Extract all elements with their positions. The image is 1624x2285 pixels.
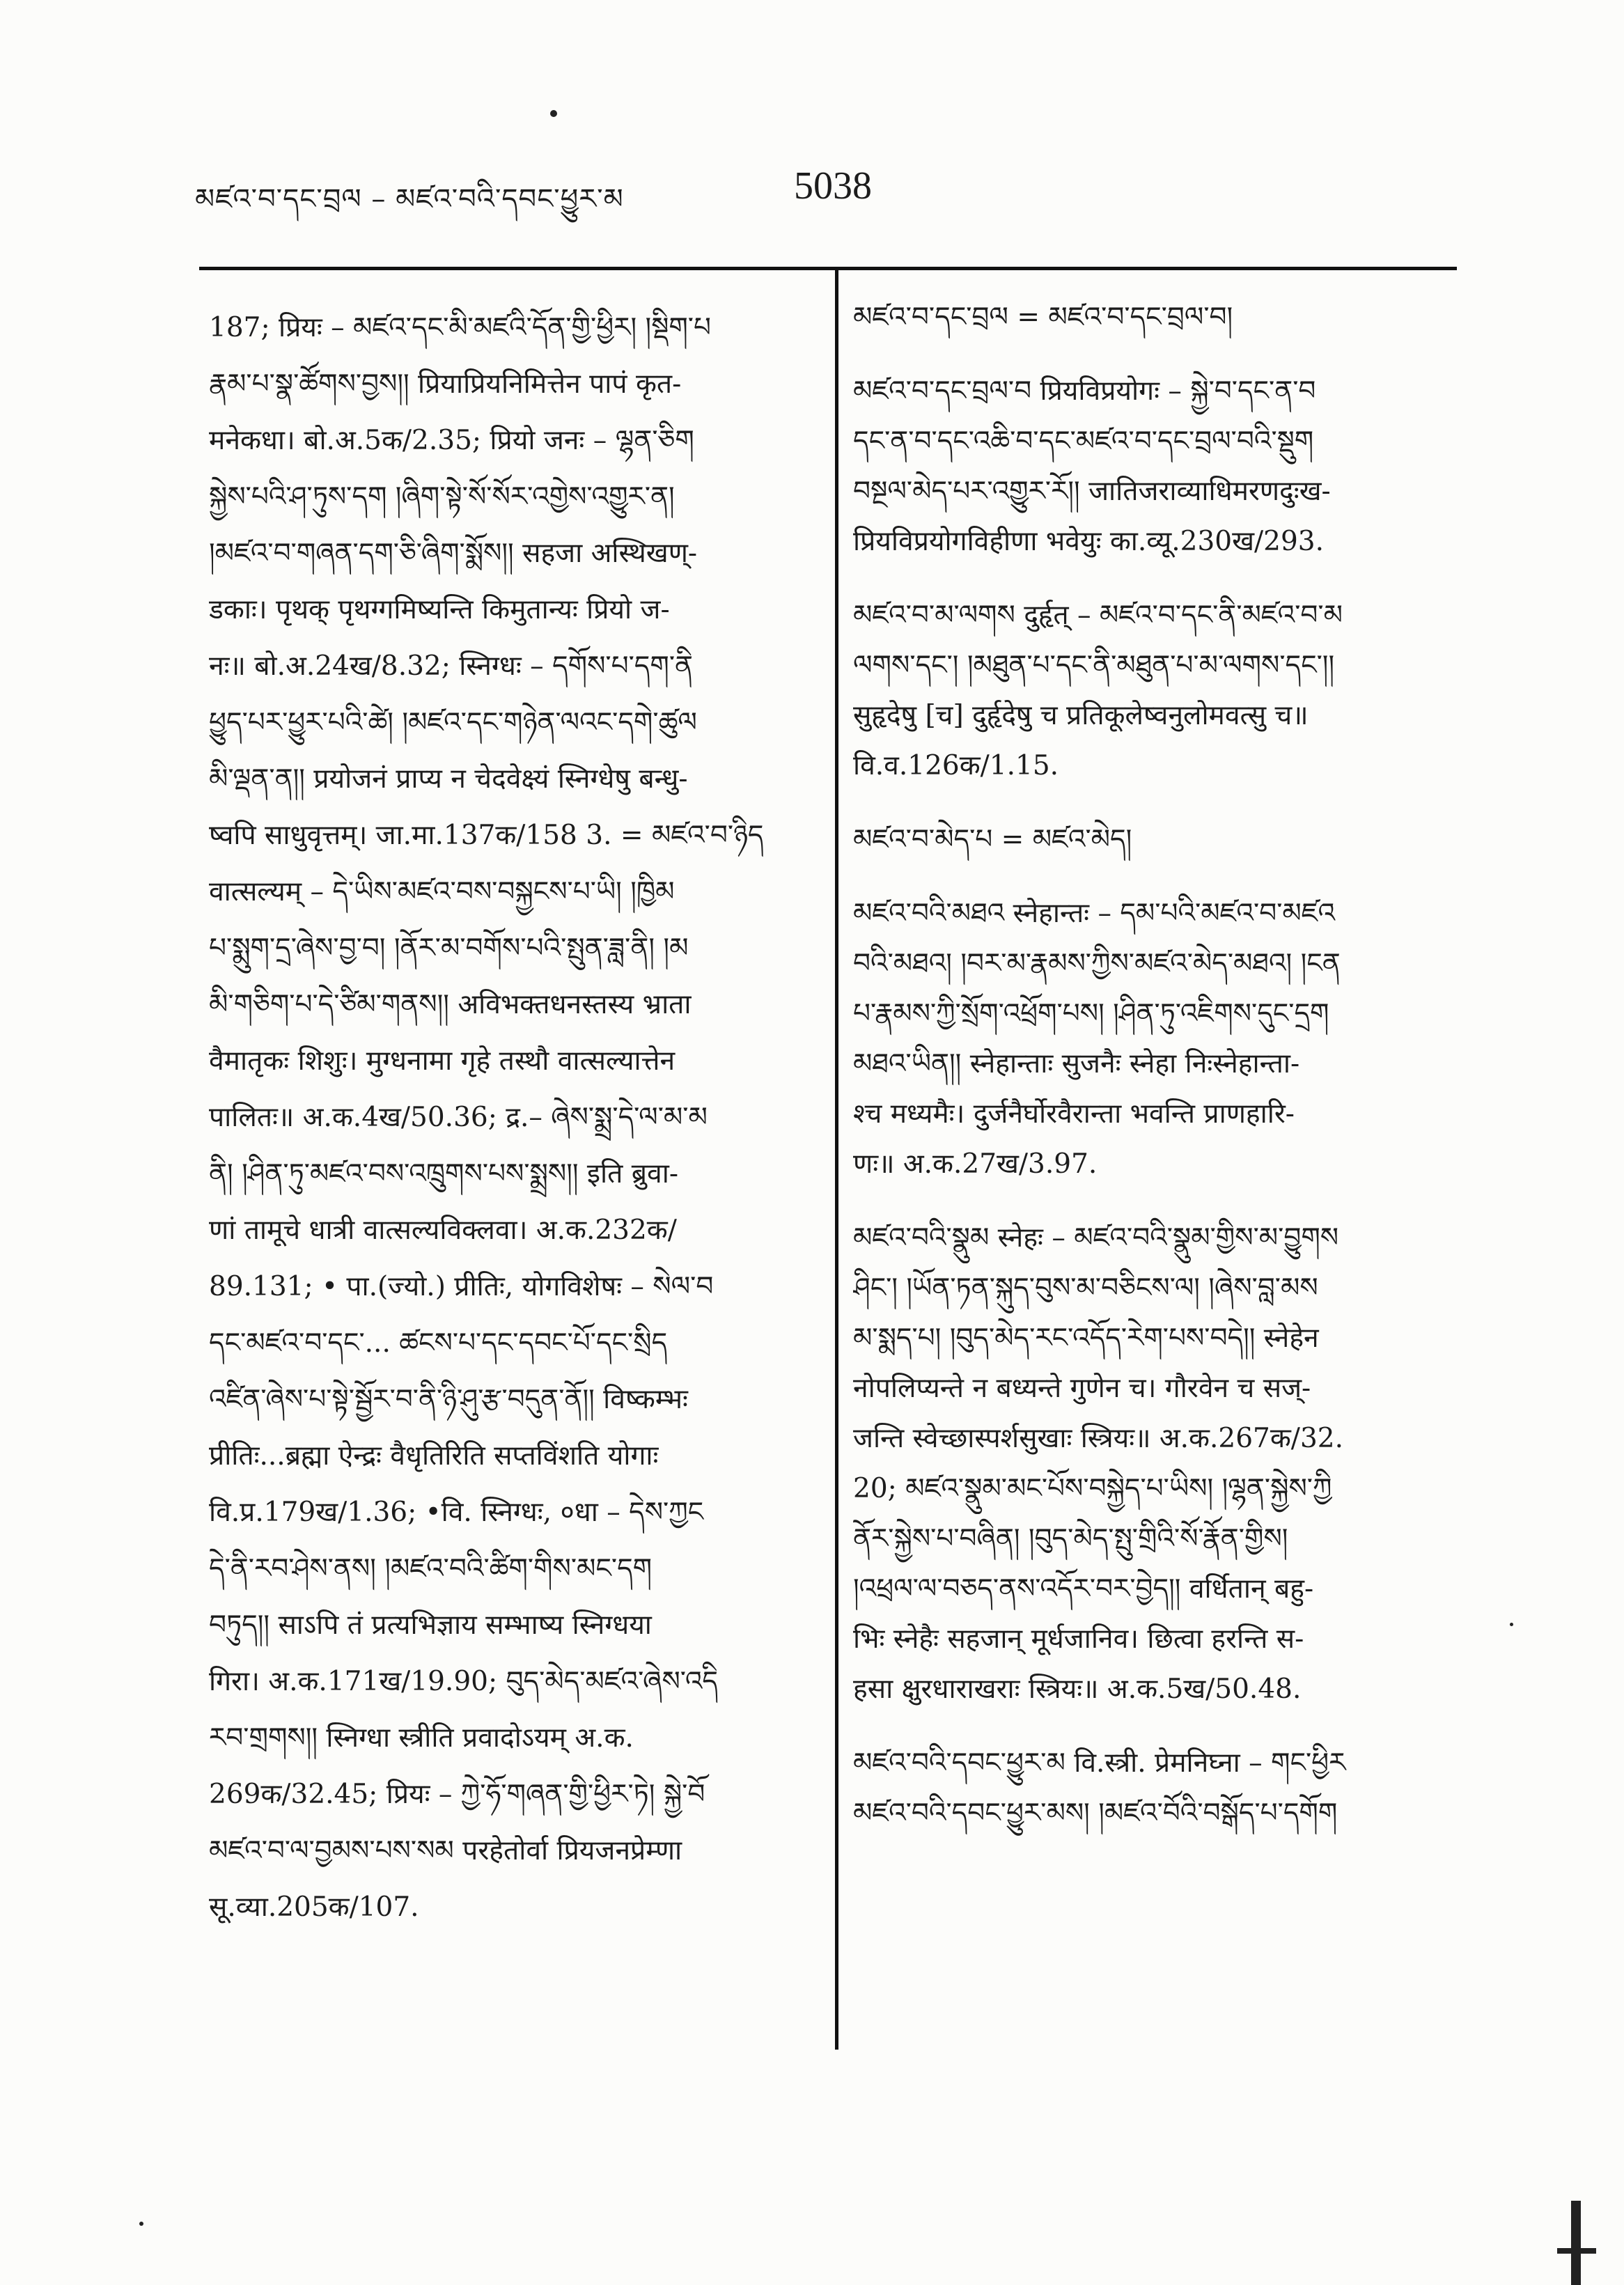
page-number: 5038 bbox=[794, 164, 872, 208]
entry-gap bbox=[853, 1715, 1445, 1738]
text-line: མཐའ་ཡིན།། स्नेहान्ताः सुजनैः स्नेहा निःस्नेहान्ता- bbox=[853, 1048, 1300, 1079]
text-line: བའི་མཐའ། །བར་མ་རྣམས་ཀྱིས་མཛའ་མེད་མཐའ། །ངན bbox=[853, 948, 1341, 979]
text-line: णः॥ अ.क.27ख/3.97. bbox=[853, 1148, 1098, 1180]
print-speck bbox=[139, 2222, 143, 2226]
entry-gap bbox=[853, 791, 1445, 815]
entry-headword-line: མཛའ་བ་མ་ལགས दुर्हृत् – མཛའ་བ་དང་ནི་མཛའ་བ་མ bbox=[853, 600, 1343, 631]
entry-gap bbox=[853, 567, 1445, 591]
text-line: ནོར་སྐྱེས་པ་བཞིན། །བུད་མེད་སྤུ་གྲིའི་སོ་རྣོན་གྱིས། bbox=[853, 1523, 1288, 1554]
text-line: བསྔལ་མེད་པར་འགྱུར་རོ།། जातिजराव्याधिमरणदुःख- bbox=[853, 476, 1331, 507]
text-line: णां तामूचे धात्री वात्सल्यविक्लवा। अ.क.232क/ bbox=[209, 1215, 677, 1246]
text-line: डकाः। पृथक् पृथग्गमिष्यन्ति किमुतान्यः प्रियो ज- bbox=[209, 594, 670, 625]
text-line: पालितः॥ अ.क.4ख/50.36; द्र.– ཞེས་སྨྲ་དེ་ལ་མ་མ bbox=[209, 1102, 708, 1133]
text-line: འཛིན་ཞེས་པ་སྟེ་སྦྱོར་བ་ནི་ཉི་ཤུ་རྩ་བདུན་ནོ།། विष्कम्भः bbox=[209, 1384, 688, 1415]
text-line: མཛའ་བ་ལ་བྱམས་པས་སམ परहेतोर्वा प्रियजनप्रेम्णा bbox=[209, 1835, 682, 1866]
dictionary-entry bbox=[853, 591, 1445, 791]
text-line: ཤིང་། །ཡོན་ཏན་སྐུད་བུས་མ་བཅིངས་ལ། །ཞེས་བླ་མས bbox=[853, 1272, 1318, 1304]
right-column bbox=[853, 293, 1445, 1839]
entry-gap bbox=[853, 343, 1445, 366]
text-line: सू.व्या.205क/107. bbox=[209, 1892, 419, 1923]
dictionary-entry bbox=[853, 815, 1445, 865]
text-line: ནི། །ཤིན་ཏུ་མཛའ་བས་འཁྲུགས་པས་སྨྲས།། इति ब्रुवा- bbox=[209, 1158, 679, 1190]
text-line: མ་སྨད་པ། །བུད་མེད་རང་འདོད་རེག་པས་བདེ།། स्नेहेन bbox=[853, 1323, 1319, 1354]
text-line: हसा क्षुरधाराखराः स्त्रियः॥ अ.क.5ख/50.48. bbox=[853, 1674, 1302, 1705]
text-line: मनेकधा। बो.अ.5क/2.35; प्रियो जनः – ལྷན་ཅིག bbox=[209, 425, 694, 456]
text-line: མི་གཅིག་པ་དེ་ཙིམ་གནས།། अविभक्तधनस्तस्य भ्राता bbox=[209, 989, 692, 1020]
entry-gap bbox=[853, 1190, 1445, 1213]
header-rule bbox=[199, 267, 1457, 270]
text-line: 20; མཛའ་སྣུམ་མང་པོས་བསྐྱེད་པ་ཡིས། །ལྷན་སྐྱེས་ཀྱི bbox=[853, 1473, 1332, 1504]
text-line: वि.प्र.179ख/1.36; •वि. स्निग्धः, ०धा – དེས་ཀྱང bbox=[209, 1497, 704, 1528]
text-line: ཕྱུད་པར་ཕྱུར་པའི་ཚེ། །མཛའ་དང་གཉེན་ལའང་དགེ་ཚུལ bbox=[209, 707, 697, 738]
text-line: །མཛའ་བ་གཞན་དག་ཅི་ཞིག་སྨོས།། सहजा अस्थिखण्- bbox=[209, 538, 698, 569]
text-line: भिः स्नेहैः सहजान् मूर्धजानिव। छित्वा हरन्ति स- bbox=[853, 1623, 1304, 1655]
left-column bbox=[209, 299, 794, 1935]
text-line: वि.व.126क/1.15. bbox=[853, 750, 1059, 781]
text-line: 187; प्रियः – མཛའ་དང་མི་མཛའི་དོན་གྱི་ཕྱིར། །སྡིག་པ bbox=[209, 312, 711, 343]
text-line: 269क/32.45; प्रियः – ཀྱེ་ཧོ་གཞན་གྱི་ཕྱིར་ཏེ། སྐྱེ་བོ bbox=[209, 1779, 705, 1810]
text-line: མཛའ་བའི་དབང་ཕྱུར་མས། །མཛའ་བོའི་བསྒོད་པ་དགོག bbox=[853, 1797, 1338, 1829]
entry-headword-line: མཛའ་བ་དང་བྲལ་བ प्रियविप्रयोगः – སྐྱེ་བ་དང་ན་བ bbox=[853, 375, 1316, 407]
text-line: प्रीतिः...ब्रह्मा ऐन्द्रः वैधृतिरिति सप्तविंशति योगाः bbox=[209, 1440, 659, 1472]
text-line: सुहृदेषु [च] दुर्हृदेषु च प्रतिकूलेष्वनुलोमवत्सु च॥ bbox=[853, 700, 1309, 731]
text-line: जन्ति स्वेच्छास्पर्शसुखाः स्त्रियः॥ अ.क.267क/32. bbox=[853, 1423, 1343, 1454]
entry-headword-line: མཛའ་བ་མེད་པ = མཛའ་མེད། bbox=[853, 824, 1132, 855]
text-line: नोपलिप्यन्ते न बध्यन्ते गुणेन च। गौरवेन च सज्- bbox=[853, 1373, 1311, 1404]
dictionary-entry bbox=[853, 366, 1445, 567]
column-divider bbox=[835, 267, 838, 2050]
dictionary-entry bbox=[853, 889, 1445, 1190]
text-line: वात्सल्यम् – དེ་ཡིས་མཛའ་བས་བསྐྱངས་པ་ཡི། །ཁྱིམ bbox=[209, 876, 675, 907]
text-line: རབ་གྲགས།། स्निग्धा स्त्रीति प्रवादोऽयम् अ.क. bbox=[209, 1722, 634, 1754]
entry-gap bbox=[853, 865, 1445, 889]
text-line: དེ་ནི་རབ་ཤེས་ནས། །མཛའ་བའི་ཚིག་གིས་མང་དག bbox=[209, 1553, 653, 1584]
entry-headword-line: མཛའ་བའི་མཐའ स्नेहान्तः – དམ་པའི་མཛའ་བ་མཛའ bbox=[853, 898, 1336, 929]
entry-headword-line: མཛའ་བའི་སྣུམ स्नेहः – མཛའ་བའི་སྣུམ་གྱིས་མ་བྱུགས bbox=[853, 1222, 1339, 1254]
text-line: དང་ན་བ་དང་འཆི་བ་དང་མཛའ་བ་དང་བྲལ་བའི་སྡུག bbox=[853, 426, 1314, 457]
text-line: ष्वपि साधुवृत्तम्। जा.मा.137क/158 3. = མཛའ་བ་ཉིད bbox=[209, 820, 764, 851]
dictionary-entry bbox=[853, 1738, 1445, 1839]
text-line: वैमातृकः शिशुः। मुग्धनामा गृहे तस्थौ वात्सल्यात्तेन bbox=[209, 1045, 676, 1077]
text-line: ལགས་དང་། །མཐུན་པ་དང་ནི་མཐུན་པ་མ་ལགས་དང་།། bbox=[853, 650, 1335, 681]
entry-headword-line: མཛའ་བ་དང་བྲལ = མཛའ་བ་དང་བྲལ་བ། bbox=[853, 302, 1233, 333]
text-line: རྣམ་པ་སྣ་ཚོགས་བྱས།། प्रियाप्रियनिमित्तेन पापं कृत- bbox=[209, 368, 682, 400]
text-line: བཏུད།། साऽपि तं प्रत्यभिज्ञाय सम्भाष्य स्निग्धया bbox=[209, 1609, 652, 1641]
print-speck bbox=[1510, 1623, 1513, 1626]
text-line: པ་རྣམས་ཀྱི་སྲོག་འཕྲོག་པས། །ཤིན་ཏུ་འཇིགས་དུང་དྲག bbox=[853, 998, 1329, 1029]
running-header: མཛའ་བ་དང་བྲལ – མཛའ་བའི་དབང་ཕྱུར་མ bbox=[195, 183, 624, 215]
print-speck bbox=[550, 110, 557, 117]
text-line: མི་ལྡན་ན།། प्रयोजनं प्राप्य न चेदवेक्ष्यं स्निग्धेषु बन्धु- bbox=[209, 763, 688, 795]
entry-headword-line: མཛའ་བའི་དབང་ཕྱུར་མ वि.स्त्री. प्रेमनिघ्ना – གང་ཕྱིར bbox=[853, 1747, 1346, 1779]
text-line: नः॥ बो.अ.24ख/8.32; स्निग्धः – དགོས་པ་དག་ནི bbox=[209, 650, 694, 682]
dictionary-entry bbox=[853, 1213, 1445, 1715]
text-line: དང་མཛའ་བ་དང་... ཚངས་པ་དང་དབང་པོ་དང་སྲིད bbox=[209, 1327, 668, 1359]
text-line: སྐྱེས་པའི་ཤ་ཏུས་དག །ཞིག་སྟེ་སོ་སོར་འགྱེས་འགྱུར་ན། bbox=[209, 481, 675, 513]
text-line: །འཕྲལ་ལ་བཅད་ནས་འདོར་བར་བྱེད།། वर्धितान् बहु- bbox=[853, 1573, 1314, 1605]
text-line: 89.131; • पा.(ज्यो.) प्रीतिः, योगविशेषः – སེལ་བ bbox=[209, 1271, 714, 1302]
margin-mark-base bbox=[1557, 2248, 1596, 2254]
text-line: प्रियविप्रयोगविहीणा भवेयुः का.व्यू.230ख/293. bbox=[853, 526, 1324, 557]
text-line: गिरा। अ.क.171ख/19.90; བུད་མེད་མཛའ་ཞེས་འདི bbox=[209, 1666, 718, 1697]
text-line: པ་སྨུག་དྲ་ཞེས་བྱ་བ། །ནོར་མ་བགོས་པའི་སྤུན་ཟླ་ནི། །མ bbox=[209, 933, 689, 964]
dictionary-entry bbox=[853, 293, 1445, 343]
text-line: श्च मध्यमैः। दुर्जनैर्घोरवैरान्ता भवन्ति प्राणहारि- bbox=[853, 1098, 1295, 1130]
margin-mark bbox=[1571, 2201, 1581, 2285]
